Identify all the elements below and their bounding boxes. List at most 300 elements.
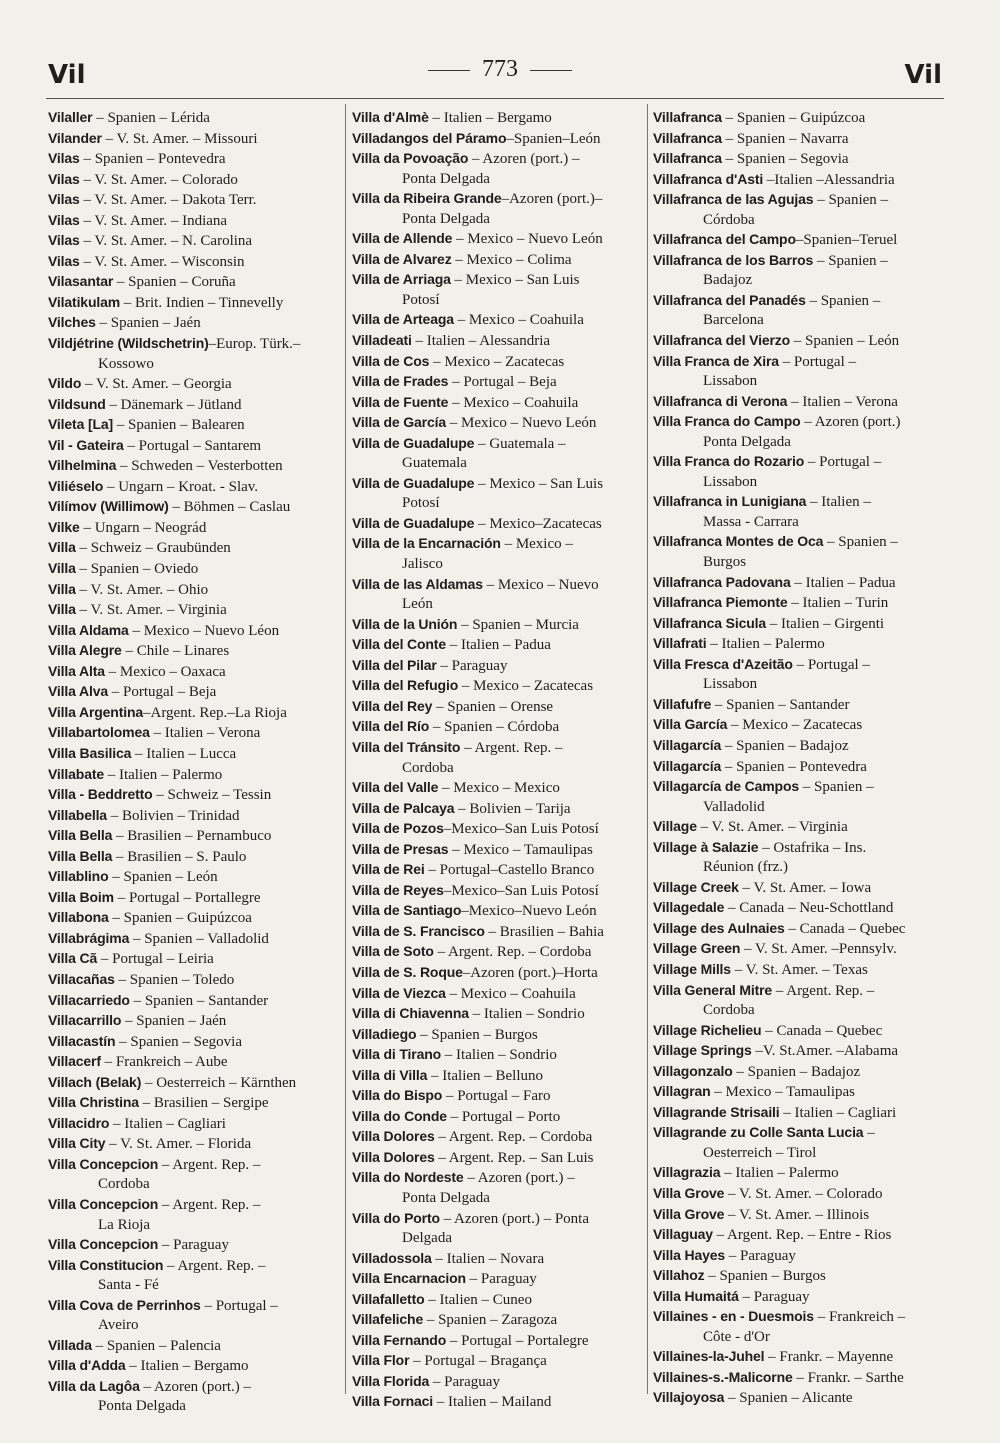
entry-location: – V. St. Amer. – Florida — [105, 1136, 252, 1153]
entry-location: – Portugal – — [792, 656, 870, 673]
gazetteer-entry — [352, 108, 644, 129]
entry-continuation: Badajoz — [703, 272, 753, 289]
entry-place-name: Villa Cã — [48, 950, 98, 967]
gazetteer-entry — [352, 1168, 644, 1189]
gazetteer-entry — [48, 723, 340, 744]
entry-location: – Argent. Rep. – — [158, 1196, 261, 1213]
entry-place-name: Villa de Viezca — [352, 984, 446, 1001]
column-2 — [352, 108, 644, 1413]
gazetteer-entry — [48, 334, 340, 355]
gazetteer-entry — [48, 1073, 340, 1094]
entry-location: – Spanien – Segovia — [721, 151, 849, 168]
gazetteer-entry — [352, 1209, 644, 1230]
gazetteer-entry — [352, 676, 644, 697]
entry-place-name: Villa de Santiago — [352, 902, 462, 919]
entry-continuation: Kossowo — [98, 355, 154, 372]
gazetteer-entry — [48, 888, 340, 909]
column-1 — [48, 108, 340, 1417]
entry-place-name: Villa del Valle — [352, 779, 439, 796]
entry-location: – Portugal – Beja — [448, 374, 557, 391]
entry-place-name: Vildjétrine (Wildschetrin) — [48, 335, 209, 352]
gazetteer-entry — [653, 412, 947, 433]
entry-place-name: Villa de Reyes — [352, 881, 444, 898]
entry-place-name: Villa Grove — [653, 1205, 725, 1222]
entry-location: – Spanien – Coruña — [113, 274, 236, 291]
gazetteer-entry — [48, 1114, 340, 1135]
entry-location: – Italien – Novara — [431, 1250, 545, 1267]
entry-location: – Spanien – Pontevedra — [721, 758, 867, 775]
gazetteer-entry — [352, 1310, 644, 1331]
column-divider — [647, 104, 648, 1394]
entry-location: – Spanien – Lérida — [92, 110, 210, 126]
entry-location: – Paraguay — [738, 1288, 810, 1305]
entry-place-name: Villafranca del Vierzo — [653, 332, 791, 349]
gazetteer-entry — [352, 1392, 644, 1413]
entry-location: – V. St. Amer. – Ohio — [75, 581, 209, 598]
gazetteer-entry — [48, 313, 340, 334]
entry-location: – Canada – Quebec — [761, 1022, 883, 1039]
entry-location: – Italien – Girgenti — [766, 615, 885, 632]
entry-continuation: Jalisco — [402, 556, 443, 573]
gazetteer-entry — [653, 1163, 947, 1184]
entry-place-name: Villa Alegre — [48, 642, 122, 659]
entry-location: – Spanien – Santander — [711, 696, 850, 713]
entry-location: – Italien – Belluno — [427, 1067, 544, 1084]
entry-location: – Spanien – Santander — [129, 992, 269, 1009]
entry-place-name: Villa de Guadalupe — [352, 434, 475, 451]
entry-place-name: Villadossola — [352, 1249, 432, 1266]
gazetteer-entry — [352, 149, 644, 170]
entry-location: – Spanien – Toledo — [114, 971, 235, 988]
entry-place-name: Villacañas — [48, 970, 115, 987]
gazetteer-entry — [48, 600, 340, 621]
entry-place-name: Villa de Allende — [352, 230, 453, 247]
entry-place-name: Villa Concepcion — [48, 1155, 159, 1172]
entry-place-name: Villagarcía de Campos — [653, 778, 799, 795]
gazetteer-entry — [48, 1093, 340, 1114]
gazetteer-entry — [352, 1107, 644, 1128]
entry-location: – Italien – Verona — [787, 393, 898, 410]
gazetteer-entry — [352, 819, 644, 840]
entry-place-name: Villafranca — [653, 129, 722, 146]
gazetteer-entry — [48, 1052, 340, 1073]
entry-location: – Spanien – Zaragoza — [423, 1312, 558, 1329]
entry-continuation: Valladolid — [703, 798, 765, 815]
gazetteer-entry — [352, 840, 644, 861]
entry-place-name: Villafranca de los Barros — [653, 251, 814, 268]
gazetteer-entry — [653, 170, 947, 191]
entry-place-name: Villadeati — [352, 332, 412, 349]
entry-location: – V. St. Amer. – Georgia — [81, 376, 232, 393]
entry-location: – Paraguay — [465, 1271, 537, 1288]
header-keyword-left: Vil — [48, 60, 86, 90]
entry-continuation: Oesterreich – Tirol — [703, 1144, 817, 1161]
entry-place-name: Villafranca de las Agujas — [653, 191, 814, 208]
entry-location: – Ungarn – Neográd — [79, 519, 207, 536]
entry-place-name: Villafranca del Panadés — [653, 291, 806, 308]
gazetteer-entry — [352, 717, 644, 738]
entry-location: – Portugal – Portallegre — [113, 889, 261, 906]
entry-place-name: Villabrágima — [48, 929, 130, 946]
entry-place-name: Villa Humaitá — [653, 1287, 739, 1304]
gazetteer-entry — [653, 352, 947, 373]
entry-place-name: Villagedale — [653, 899, 725, 916]
entry-location: – Portugal – Leiria — [97, 951, 214, 968]
entry-place-name: Villagrazia — [653, 1164, 721, 1181]
entry-location: – Spanien – Navarra — [721, 130, 849, 147]
entry-place-name: Villadangos del Páramo — [352, 129, 507, 146]
gazetteer-entry — [48, 518, 340, 539]
gazetteer-entry — [48, 293, 340, 314]
entry-place-name: Vildo — [48, 375, 82, 392]
entry-place-name: Villa de S. Francisco — [352, 922, 485, 939]
gazetteer-entry — [653, 939, 947, 960]
entry-place-name: Villa Constitucion — [48, 1256, 164, 1273]
entry-continuation: Ponta Delgada — [703, 433, 791, 450]
entry-continuation: Ponta Delgada — [402, 170, 490, 187]
entry-location: – Mexico – Nuevo León — [446, 415, 597, 432]
entry-place-name: Village Creek — [653, 878, 739, 895]
entry-place-name: Villafranca Padovana — [653, 573, 791, 590]
entry-place-name: Village Springs — [653, 1042, 752, 1059]
entry-place-name: Villa di Tirano — [352, 1046, 442, 1063]
entry-place-name: Vilímov (Willimow) — [48, 498, 169, 515]
gazetteer-entry — [48, 1336, 340, 1357]
entry-location: – Portugal – Santarem — [123, 437, 262, 454]
entry-location: – Italien – Bergamo — [125, 1358, 249, 1375]
gazetteer-entry — [653, 614, 947, 635]
entry-location: –Argent. Rep.–La Rioja — [143, 704, 287, 721]
gazetteer-entry — [48, 149, 340, 170]
dash-left — [428, 70, 470, 71]
gazetteer-entry — [352, 1372, 644, 1393]
entry-place-name: Villafranca — [653, 150, 722, 167]
entry-place-name: Villa da Ribeira Grande — [352, 190, 502, 207]
entry-location: – Spanien – León — [108, 869, 218, 886]
entry-place-name: Villa de Frades — [352, 373, 449, 390]
entry-location: – Mexico – Nuevo León — [452, 231, 603, 248]
entry-place-name: Villafranca Sicula — [653, 614, 766, 631]
entry-location: – Spanien – Oviedo — [75, 561, 199, 578]
entry-location: – Portugal – — [804, 454, 882, 471]
gazetteer-entry — [352, 984, 644, 1005]
entry-place-name: Villa City — [48, 1135, 106, 1152]
gazetteer-entry — [48, 477, 340, 498]
entry-place-name: Vilas — [48, 150, 80, 167]
entry-place-name: Vilhelmina — [48, 457, 117, 474]
gazetteer-entry — [352, 1025, 644, 1046]
entry-place-name: Villahoz — [653, 1267, 705, 1284]
entry-continuation: Potosí — [402, 291, 440, 308]
entry-place-name: Villa del Río — [352, 718, 430, 735]
gazetteer-entry — [653, 1021, 947, 1042]
gazetteer-entry — [653, 452, 947, 473]
gazetteer-entry — [48, 108, 340, 129]
entry-location: – Frankreich – Aube — [100, 1054, 228, 1071]
entry-continuation: La Rioja — [98, 1216, 151, 1233]
gazetteer-entry — [653, 190, 947, 211]
entry-place-name: Villacastín — [48, 1032, 116, 1049]
gazetteer-entry — [653, 1246, 947, 1267]
gazetteer-entry — [653, 149, 947, 170]
entry-continuation: Cordoba — [703, 1002, 755, 1019]
gazetteer-entry — [352, 1045, 644, 1066]
entry-place-name: Villagarcía — [653, 757, 722, 774]
entry-place-name: Vilander — [48, 129, 102, 146]
gazetteer-entry — [352, 1331, 644, 1352]
entry-location: – Frankr. – Mayenne — [764, 1349, 894, 1366]
gazetteer-entry — [653, 981, 947, 1002]
entry-place-name: Villa de Fuente — [352, 393, 449, 410]
gazetteer-entry — [352, 697, 644, 718]
entry-location: – V. St. Amer. – Colorado — [79, 171, 238, 188]
entry-place-name: Villa del Pilar — [352, 656, 437, 673]
entry-place-name: Villa de García — [352, 414, 446, 431]
entry-location: –Azoren (port.)– — [501, 191, 603, 208]
gazetteer-entry — [352, 310, 644, 331]
entry-place-name: Village à Salazie — [653, 838, 759, 855]
gazetteer-entry — [48, 538, 340, 559]
entry-place-name: Villa - Beddretto — [48, 786, 153, 803]
entry-location: – Argent. Rep. – — [460, 739, 563, 756]
entry-place-name: Villa Dolores — [352, 1148, 435, 1165]
gazetteer-entry — [352, 534, 644, 555]
entry-location: – Italien – Alessandria — [411, 333, 551, 350]
entry-location: – Azoren (port.) – — [139, 1378, 252, 1395]
column-3 — [653, 108, 947, 1409]
gazetteer-entry — [653, 695, 947, 716]
entry-place-name: Villagonzalo — [653, 1062, 733, 1079]
entry-location: – Spanien – Jaén — [95, 315, 201, 332]
entry-place-name: Vildsund — [48, 395, 106, 412]
gazetteer-entry — [48, 1155, 340, 1176]
entry-continuation: Côte - d'Or — [703, 1328, 770, 1345]
entry-place-name: Vilches — [48, 314, 96, 331]
entry-place-name: Villa de Rei — [352, 861, 425, 878]
entry-location: – Portugal – — [200, 1297, 278, 1314]
entry-place-name: Villa Encarnacion — [352, 1270, 466, 1287]
entry-location: –Azoren (port.)–Horta — [462, 964, 598, 981]
page-header — [0, 52, 1000, 92]
gazetteer-entry — [653, 655, 947, 676]
entry-place-name: Villa del Conte — [352, 636, 446, 653]
entry-place-name: Villa de las Aldamas — [352, 575, 483, 592]
entry-location: – Italien – Palermo — [103, 766, 223, 783]
gazetteer-entry — [352, 372, 644, 393]
gazetteer-entry — [352, 1004, 644, 1025]
entry-location: – Spanien – Guipúzcoa — [721, 110, 866, 126]
entry-place-name: Villa de Alvarez — [352, 250, 452, 267]
entry-continuation: León — [402, 596, 433, 613]
entry-location: – Azoren (port.) – — [463, 1170, 575, 1187]
entry-continuation: Córdoba — [703, 211, 755, 228]
entry-continuation: Burgos — [703, 554, 747, 571]
gazetteer-entry — [653, 532, 947, 553]
entry-place-name: Villa Aldama — [48, 621, 129, 638]
entry-location: – Portugal – Bragança — [409, 1353, 547, 1370]
gazetteer-entry — [653, 492, 947, 513]
entry-place-name: Vilke — [48, 518, 80, 535]
gazetteer-entry — [653, 1082, 947, 1103]
entry-continuation: Guatemala — [402, 455, 467, 472]
entry-location: – V. St. Amer. – Illinois — [724, 1206, 870, 1223]
entry-location: –Italien –Alessandria — [763, 171, 895, 188]
entry-place-name: Villa — [48, 580, 76, 597]
entry-place-name: Villa Argentina — [48, 703, 143, 720]
gazetteer-entry — [653, 1287, 947, 1308]
entry-location: – V. St. Amer. – Virginia — [75, 602, 227, 619]
entry-place-name: Villaines-s.-Malicorne — [653, 1368, 793, 1385]
entry-place-name: Villajoyosa — [653, 1389, 725, 1406]
entry-place-name: Villa García — [653, 716, 728, 733]
gazetteer-entry — [653, 757, 947, 778]
gazetteer-entry — [653, 1266, 947, 1287]
entry-place-name: Villa — [48, 539, 76, 556]
entry-place-name: Vilasantar — [48, 273, 114, 290]
gazetteer-entry — [48, 641, 340, 662]
entry-place-name: Villa Alva — [48, 683, 108, 700]
entry-place-name: Villa de Guadalupe — [352, 474, 475, 491]
gazetteer-entry — [48, 662, 340, 683]
gazetteer-entry — [352, 331, 644, 352]
gazetteer-entry — [48, 559, 340, 580]
entry-place-name: Villa de Pozos — [352, 820, 444, 837]
gazetteer-entry — [352, 474, 644, 495]
entry-location: – Mexico – Nuevo Léon — [128, 622, 280, 639]
entry-location: – Brit. Indien – Tinnevelly — [120, 294, 284, 311]
gazetteer-entry — [352, 963, 644, 984]
entry-location: – Ostafrika – Ins. — [758, 839, 867, 856]
gazetteer-entry — [653, 960, 947, 981]
entry-location: – Argent. Rep. – — [772, 982, 875, 999]
entry-continuation: Cordoba — [402, 759, 454, 776]
entry-place-name: Villa Fresca d'Azeitão — [653, 655, 793, 672]
entry-location: – Mexico – San Luis — [474, 475, 604, 492]
entry-place-name: Villa da Lagôa — [48, 1377, 140, 1394]
entry-location: – Mexico – Coahuila — [445, 985, 576, 1002]
gazetteer-entry — [352, 129, 644, 150]
entry-place-name: Villacarriedo — [48, 991, 130, 1008]
gazetteer-entry — [48, 1195, 340, 1216]
entry-location: – Böhmen – Caslau — [168, 499, 291, 516]
entry-location: – Spanien – Burgos — [704, 1268, 826, 1285]
entry-place-name: Vilas — [48, 211, 80, 228]
entry-location: – Mexico – — [500, 536, 573, 553]
gazetteer-entry — [352, 799, 644, 820]
entry-place-name: Villa da Povoação — [352, 150, 469, 167]
gazetteer-entry — [653, 129, 947, 150]
gazetteer-entry — [48, 190, 340, 211]
entry-place-name: Villa de Palcaya — [352, 799, 455, 816]
entry-location: – Mexico – Oaxaca — [104, 663, 226, 680]
gazetteer-entry — [653, 919, 947, 940]
entry-continuation: Lissabon — [703, 676, 758, 693]
gazetteer-entry — [352, 413, 644, 434]
entry-location: – Mexico – Nuevo — [482, 576, 599, 593]
gazetteer-entry — [48, 682, 340, 703]
entry-place-name: Villaines - en - Duesmois — [653, 1308, 814, 1325]
entry-place-name: Villa de Arteaga — [352, 311, 454, 328]
entry-location: –Mexico–San Luis Potosí — [443, 821, 599, 838]
entry-location: – Spanien – Murcia — [457, 616, 579, 633]
entry-place-name: Villadiego — [352, 1025, 417, 1042]
entry-location: – Mexico – Tamaulipas — [710, 1084, 856, 1101]
entry-continuation: Ponta Delgada — [98, 1398, 186, 1415]
entry-location: – V. St. Amer. – Colorado — [724, 1185, 883, 1202]
entry-location: – Frankreich – — [813, 1309, 906, 1326]
gazetteer-entry — [48, 374, 340, 395]
entry-location: – Spanien – — [799, 779, 874, 796]
entry-location: – Schweiz – Graubünden — [75, 540, 231, 557]
gazetteer-entry — [352, 901, 644, 922]
gazetteer-entry — [48, 231, 340, 252]
gazetteer-entry — [48, 415, 340, 436]
gazetteer-entry — [48, 1256, 340, 1277]
entry-place-name: Villa Fernando — [352, 1331, 447, 1348]
gazetteer-entry — [48, 826, 340, 847]
entry-location: – Spanien – Balearen — [113, 417, 245, 434]
entry-location: – V. St. Amer. – Wisconsin — [79, 253, 245, 270]
page-number: 773 — [482, 56, 518, 82]
entry-place-name: Vileta [La] — [48, 416, 114, 433]
gazetteer-entry — [653, 817, 947, 838]
gazetteer-entry — [48, 703, 340, 724]
gazetteer-entry — [48, 436, 340, 457]
gazetteer-entry — [352, 514, 644, 535]
gazetteer-entry — [653, 1388, 947, 1409]
entry-continuation: Delgada — [402, 1230, 452, 1247]
entry-location: – Mexico – San Luis — [450, 272, 580, 289]
entry-place-name: Villa di Chiavenna — [352, 1005, 469, 1022]
entry-location: – Mexico – Coahuila — [453, 312, 584, 329]
entry-location: – Italien – Cagliari — [109, 1115, 226, 1132]
entry-place-name: Villa Dolores — [352, 1128, 435, 1145]
gazetteer-entry — [653, 573, 947, 594]
entry-place-name: Villa Concepcion — [48, 1236, 159, 1253]
entry-place-name: Villa Bella — [48, 847, 113, 864]
entry-place-name: Villagran — [653, 1083, 711, 1100]
gazetteer-entry — [48, 272, 340, 293]
entry-location: – Portugal – Porto — [446, 1108, 561, 1125]
entry-location: – Portugal – Portalegre — [446, 1332, 589, 1349]
entry-location: – Brasilien – S. Paulo — [112, 848, 247, 865]
entry-location: – Frankr. – Sarthe — [792, 1369, 904, 1386]
entry-location: – V. St. Amer. – Missouri — [101, 130, 258, 147]
entry-location: – Bolivien – Trinidad — [106, 807, 240, 824]
gazetteer-entry — [48, 1235, 340, 1256]
entry-location: – Italien – Sondrio — [441, 1047, 557, 1064]
entry-location: – Italien – Cagliari — [779, 1104, 897, 1121]
entry-place-name: Villa Alta — [48, 662, 105, 679]
gazetteer-entry — [48, 867, 340, 888]
entry-location: – Spanien – Orense — [432, 698, 554, 715]
entry-location: – Spanien – León — [790, 333, 900, 350]
entry-place-name: Villafrati — [653, 635, 707, 652]
entry-location: – Spanien – Badajoz — [732, 1063, 861, 1080]
gazetteer-entry — [352, 635, 644, 656]
gazetteer-entry — [48, 211, 340, 232]
gazetteer-entry — [653, 251, 947, 272]
entry-location: – Argent. Rep. – Cordoba — [433, 944, 592, 961]
entry-location: – Canada – Neu-Schottland — [724, 900, 894, 917]
entry-place-name: Vilatikulam — [48, 293, 121, 310]
entry-location: –Spanien–León — [506, 130, 601, 147]
entry-location: – Italien – Mailand — [433, 1394, 552, 1411]
entry-place-name: Villabella — [48, 806, 107, 823]
entry-place-name: Villa — [48, 560, 76, 577]
entry-location: – V. St. Amer. – Iowa — [738, 879, 872, 896]
entry-place-name: Villa Franca do Rozario — [653, 453, 805, 470]
